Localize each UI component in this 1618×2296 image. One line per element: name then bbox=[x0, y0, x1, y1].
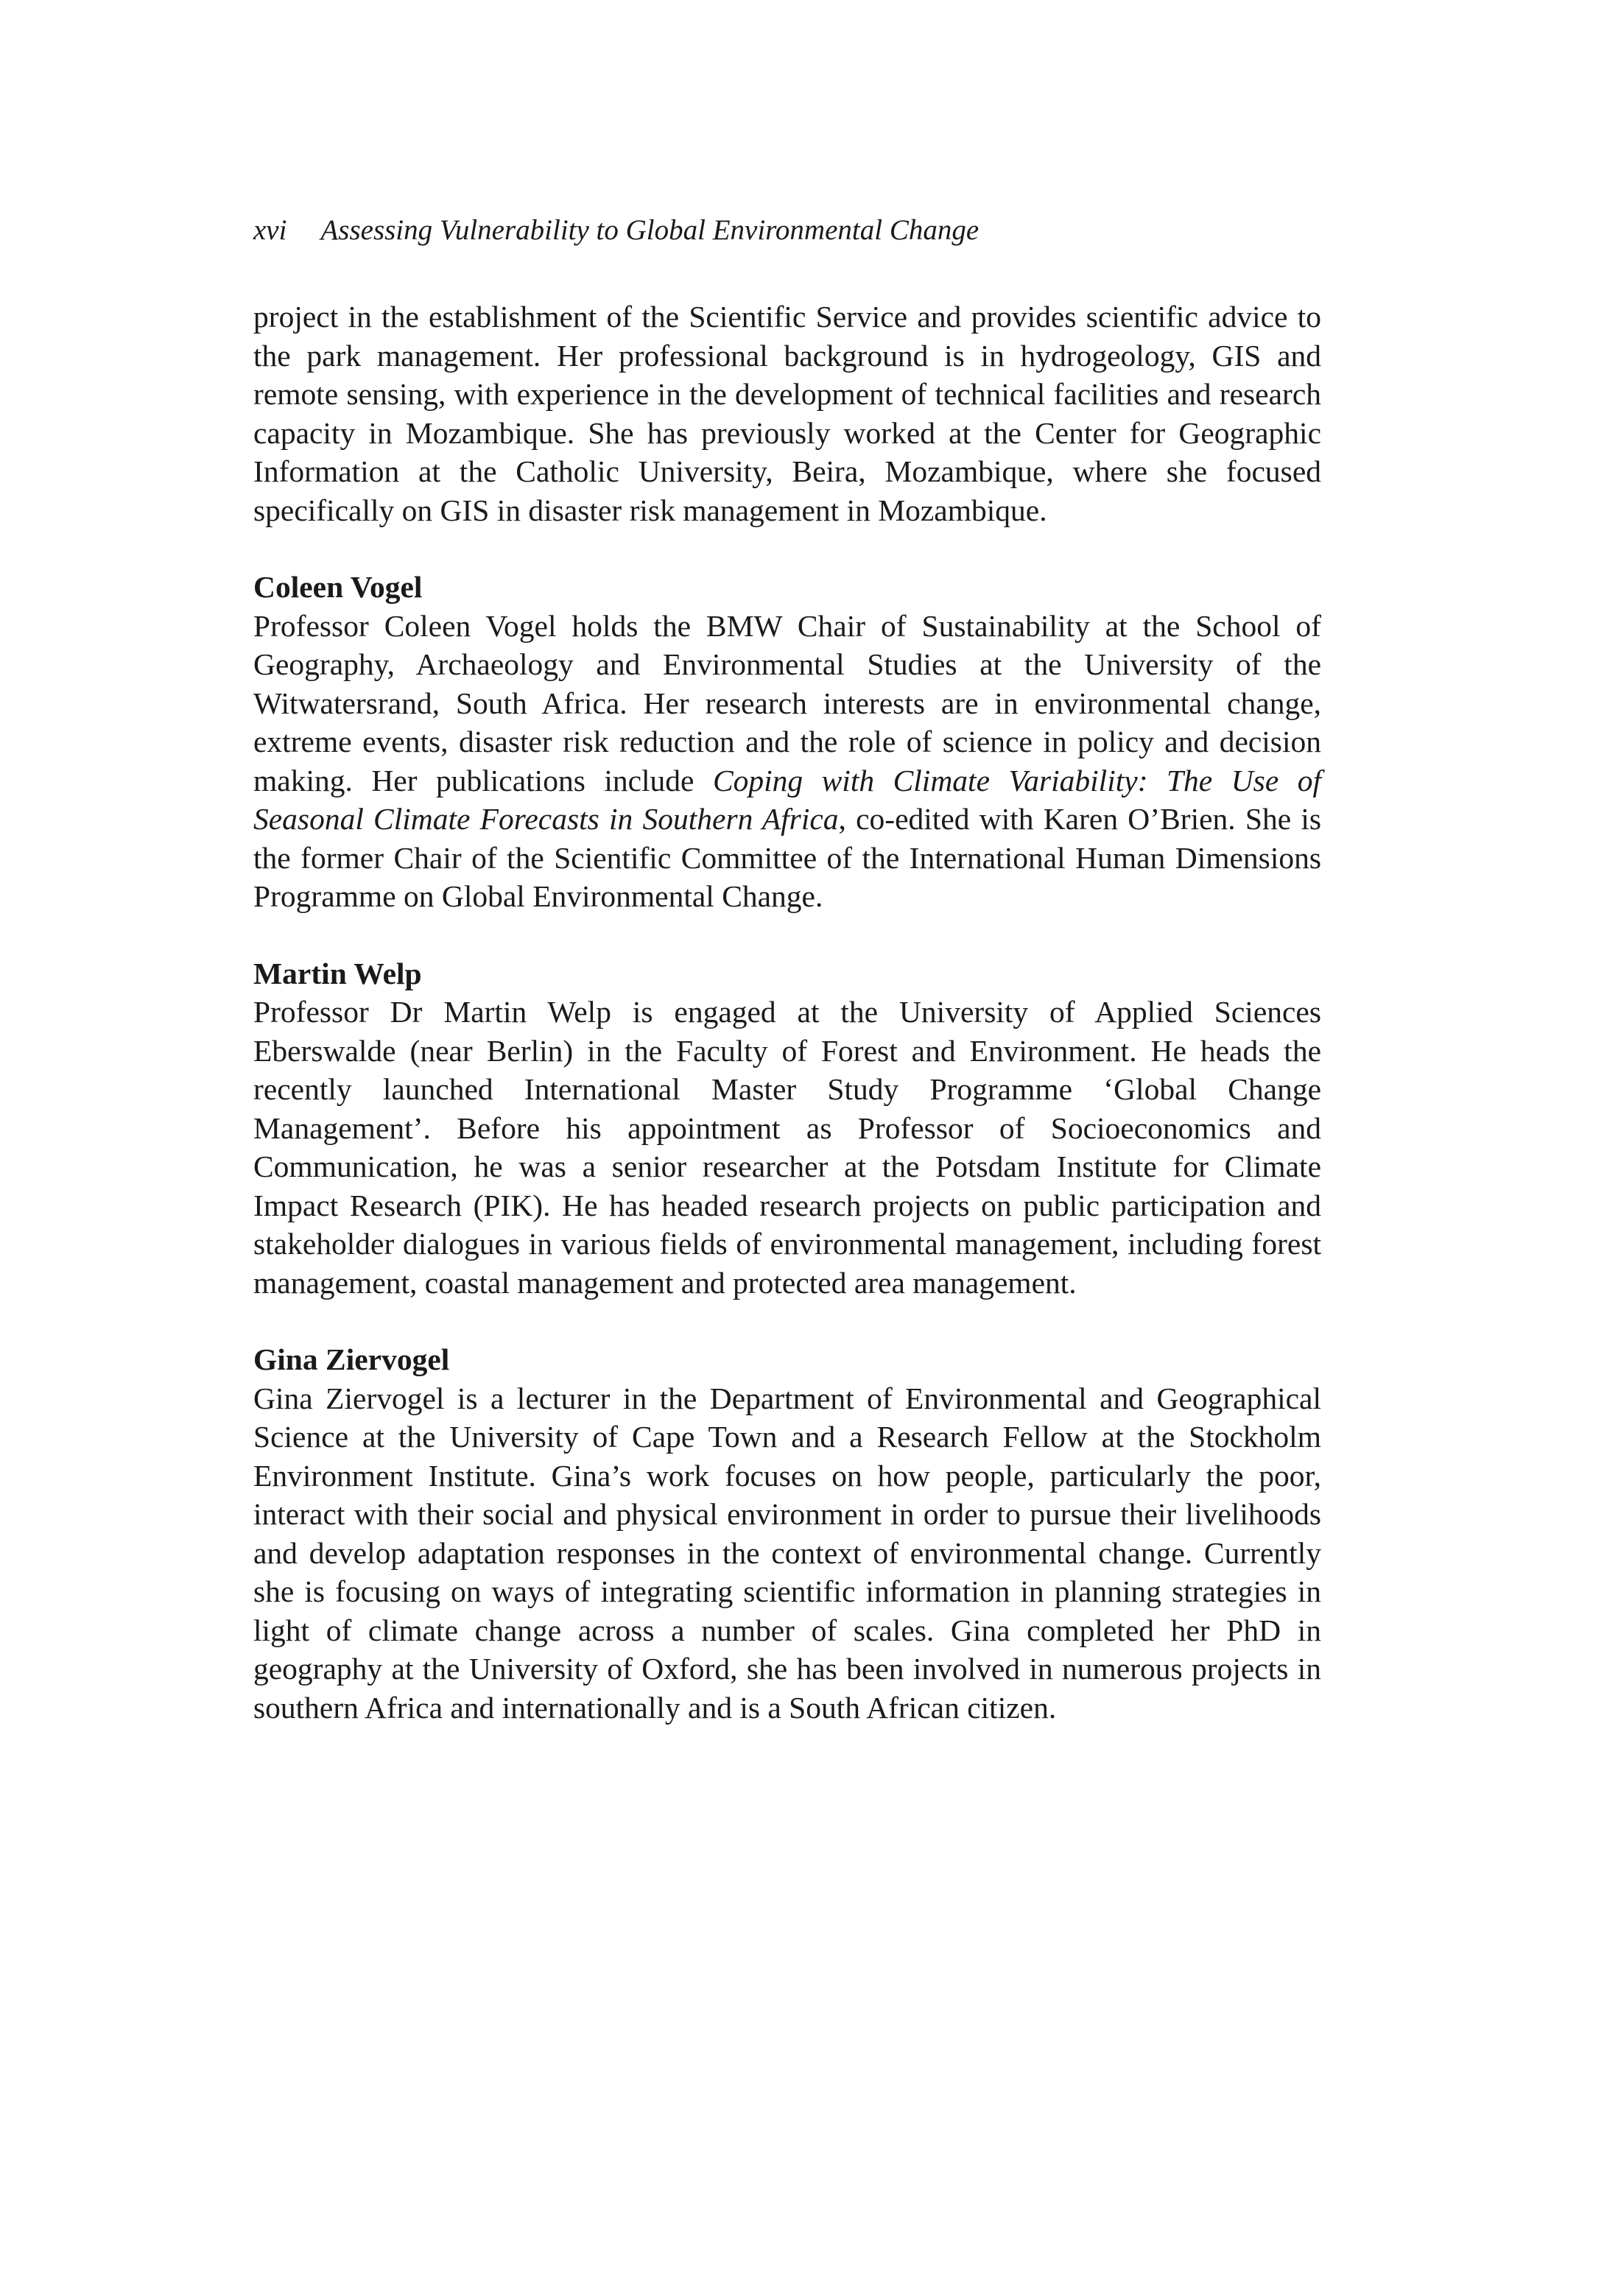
running-title: Assessing Vulnerability to Global Environmental Change bbox=[320, 214, 979, 246]
bio-martin-welp bbox=[253, 954, 1321, 1303]
running-header bbox=[253, 212, 1321, 249]
contributor-bio bbox=[253, 607, 1321, 916]
contributor-bio: Professor Dr Martin Welp is engaged at the University of Applied Sciences Eberswalde (near Berlin) in the Faculty of Forest and Environment. He heads the recently launched International Master Study Programme ‘Global Change Management’. Before his appointment as Professor of Socioeconomics and Communication, he was a senior researcher at the Potsdam Institute for Climate Impact Research (PIK). He has headed research projects on public participation and stakeholder dialogues in various fields of environmental management, including forest management, coastal management and protected area management. bbox=[253, 995, 1321, 1300]
contributor-name: Martin Welp bbox=[253, 956, 422, 990]
continued-paragraph: project in the establishment of the Scientific Service and provides scientific advice to the park management. Her professional background is in hydrogeology, GIS and remote sensing, with experience in the development of technical facilities and research capacity in Mozambique. She has previously worked at the Center for Geographic Information at the Catholic University, Beira, Mozambique, where she focused specifically on GIS in disaster risk management in Mozambique. bbox=[253, 300, 1321, 527]
bio-text-part: Professor Coleen Vogel holds the BMW Chair of Sustainability at the School of Geography, Archaeology and Environmental Studies at the University of the Witwatersrand, South Africa. Her research interests are in environmental change, extreme events, disaster risk reduction and the role of science in policy and decision making. Her publications include bbox=[253, 608, 1321, 797]
bio-gina-ziervogel bbox=[253, 1340, 1321, 1727]
contributor-name: Coleen Vogel bbox=[253, 570, 423, 604]
page-number: xvi bbox=[253, 214, 287, 246]
cited-book-title: Coping with Climate Variability: The Use of Seasonal Climate Forecasts in Southern Africa bbox=[253, 763, 1321, 836]
contributor-name: Gina Ziervogel bbox=[253, 1342, 450, 1376]
bio-coleen-vogel bbox=[253, 568, 1321, 916]
bio-text-part: , co-edited with Karen O’Brien. She is the former Chair of the Scientific Committee of the International Human Dimensions Programme on Global Environmental Change. bbox=[253, 802, 1322, 913]
contributor-bio: Gina Ziervogel is a lecturer in the Department of Environmental and Geographical Science at the University of Cape Town and a Research Fellow at the Stockholm Environment Institute. Gina’s work focuses on how people, particularly the poor, interact with their social and physical environment in order to pursue their livelihoods and develop adaptation responses in the context of environmental change. Currently she is focusing on ways of integrating scientific information in planning strategies in light of climate change across a number of scales. Gina completed her PhD in geography at the University of Oxford, she has been involved in numerous projects in southern Africa and internationally and is a South African citizen. bbox=[253, 1381, 1321, 1725]
page-body bbox=[253, 297, 1321, 1727]
